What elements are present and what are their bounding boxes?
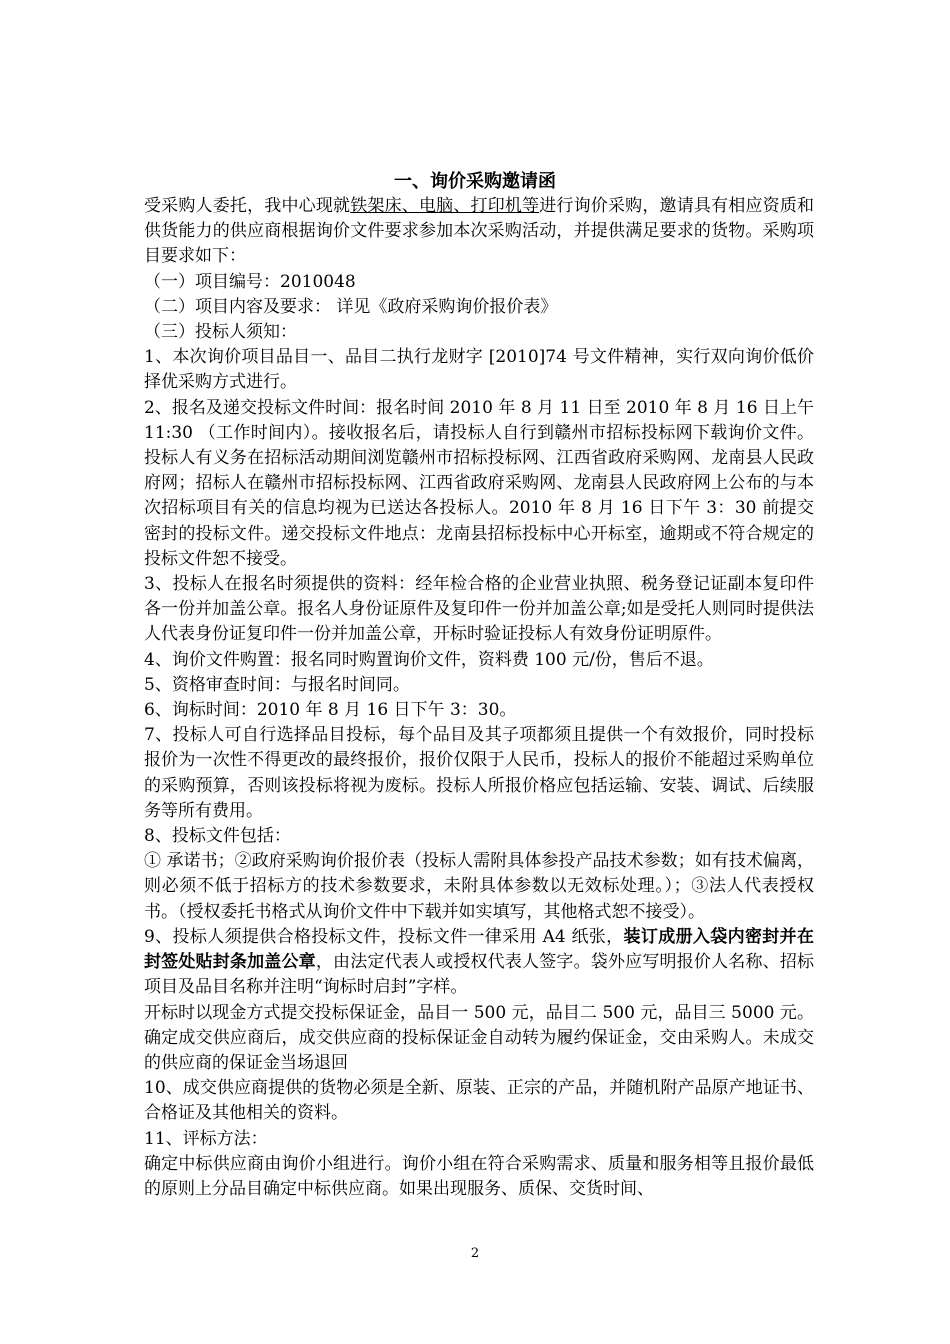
clause-9-before: 9、投标人须提供合格投标文件，投标文件一律采用 A4 纸张， bbox=[144, 926, 624, 947]
intro-underlined-items: 铁架床、电脑、打印机等 bbox=[350, 196, 540, 216]
clause-8-body: ① 承诺书；②政府采购询价报价表（投标人需附具体参投产品技术参数；如有技术偏离，则必须不低于招标方的技术参数要求，未附具体参数以无效标处理。）；③法人代表授权书。（授权委托书格式从询价文件中下载并如实填写，其他格式恕不接受）。 bbox=[144, 851, 814, 922]
clause-8-heading: 8、投标文件包括： bbox=[144, 826, 291, 847]
clause-6: 6、询标时间：2010 年 8 月 16 日下午 3：30。 bbox=[144, 700, 517, 721]
clause-11-heading: 11、评标方法： bbox=[144, 1128, 268, 1149]
intro-paragraph bbox=[144, 194, 814, 270]
document-body bbox=[144, 194, 814, 1202]
clause-1: 1、本次询价项目品目一、品目二执行龙财字 [2010]74 号文件精神，实行双向询价低价择优采购方式进行。 bbox=[144, 347, 814, 393]
clause-3: 3、投标人在报名时须提供的资料：经年检合格的企业营业执照、税务登记证副本复印件各一份并加盖公章。报名人身份证原件及复印件一份并加盖公章;如是受托人则同时提供法人代表身份证复印件一份并加盖公章，开标时验证投标人有效身份证明原件。 bbox=[144, 574, 814, 645]
clause-11-body: 确定中标供应商由询价小组进行。询价小组在符合采购需求、质量和服务相等且报价最低的原则上分品目确定中标供应商。如果出现服务、质保、交货时间、 bbox=[144, 1153, 814, 1199]
document-title: 一、询价采购邀请函 bbox=[394, 171, 556, 192]
project-content: （二）项目内容及要求： 详见《政府采购询价报价表》 bbox=[144, 296, 558, 317]
clause-7: 7、投标人可自行选择品目投标，每个品目及其子项都须且提供一个有效报价，同时投标报价为一次性不得更改的最终报价，报价仅限于人民币，投标人的报价不能超过采购单位的采购预算，否则该投标将视为废标。投标人所报价格应包括运输、安装、调试、后续服务等所有费用。 bbox=[144, 725, 814, 821]
clause-9-after: ，由法定代表人或授权代表人签字。袋外应写明报价人名称、招标项目及品目名称并注明“询标时启封”字样。 bbox=[144, 952, 815, 998]
intro-text-before: 受采购人委托，我中心现就 bbox=[144, 196, 351, 216]
intro-text-after: 进行询价采购，邀请具有相应资质和供货能力的供应商根据询价文件要求参加本次采购活动，并提供满足要求的货物。采购项目要求如下： bbox=[144, 196, 815, 267]
deposit-paragraph: 开标时以现金方式提交投标保证金，品目一 500 元，品目二 500 元，品目三 5000 元。确定成交供应商后，成交供应商的投标保证金自动转为履约保证金，交由采购人。未成交的供应商的保证金当场退回 bbox=[144, 1002, 814, 1073]
project-number: （一）项目编号：2010048 bbox=[144, 271, 356, 292]
clause-2: 2、报名及递交投标文件时间：报名时间 2010 年 8 月 11 日至 2010 年 8 月 16 日上午 11:30 （工作时间内）。接收报名后，请投标人自行到赣州市招标投标网下载询价文件。投标人有义务在招标活动期间浏览赣州市招标投标网、江西省政府采购网、龙南县人民政府网；招标人在赣州市招标投标网、江西省政府采购网、龙南县人民政府网上公布的与本次招标项目有关的信息均视为已送达各投标人。2010 年 8 月 16 日下午 3：30 前提交密封的投标文件。递交投标文件地点：龙南县招标投标中心开标室，逾期或不符合规定的投标文件恕不接受。 bbox=[144, 397, 814, 569]
clause-5: 5、资格审查时间：与报名时间同。 bbox=[144, 674, 410, 695]
clause-10: 10、成交供应商提供的货物必须是全新、原装、正宗的产品，并随机附产品原产地证书、合格证及其他相关的资料。 bbox=[144, 1078, 814, 1124]
page-number: 2 bbox=[470, 1246, 480, 1261]
clause-9 bbox=[144, 925, 814, 1001]
clause-9-bold: 装订成册入袋内密封并在封签处贴封条加盖公章 bbox=[144, 926, 815, 973]
clause-4: 4、询价文件购置：报名同时购置询价文件，资料费 100 元/份，售后不退。 bbox=[144, 649, 714, 670]
bidder-notice-heading: （三）投标人须知： bbox=[144, 322, 297, 343]
